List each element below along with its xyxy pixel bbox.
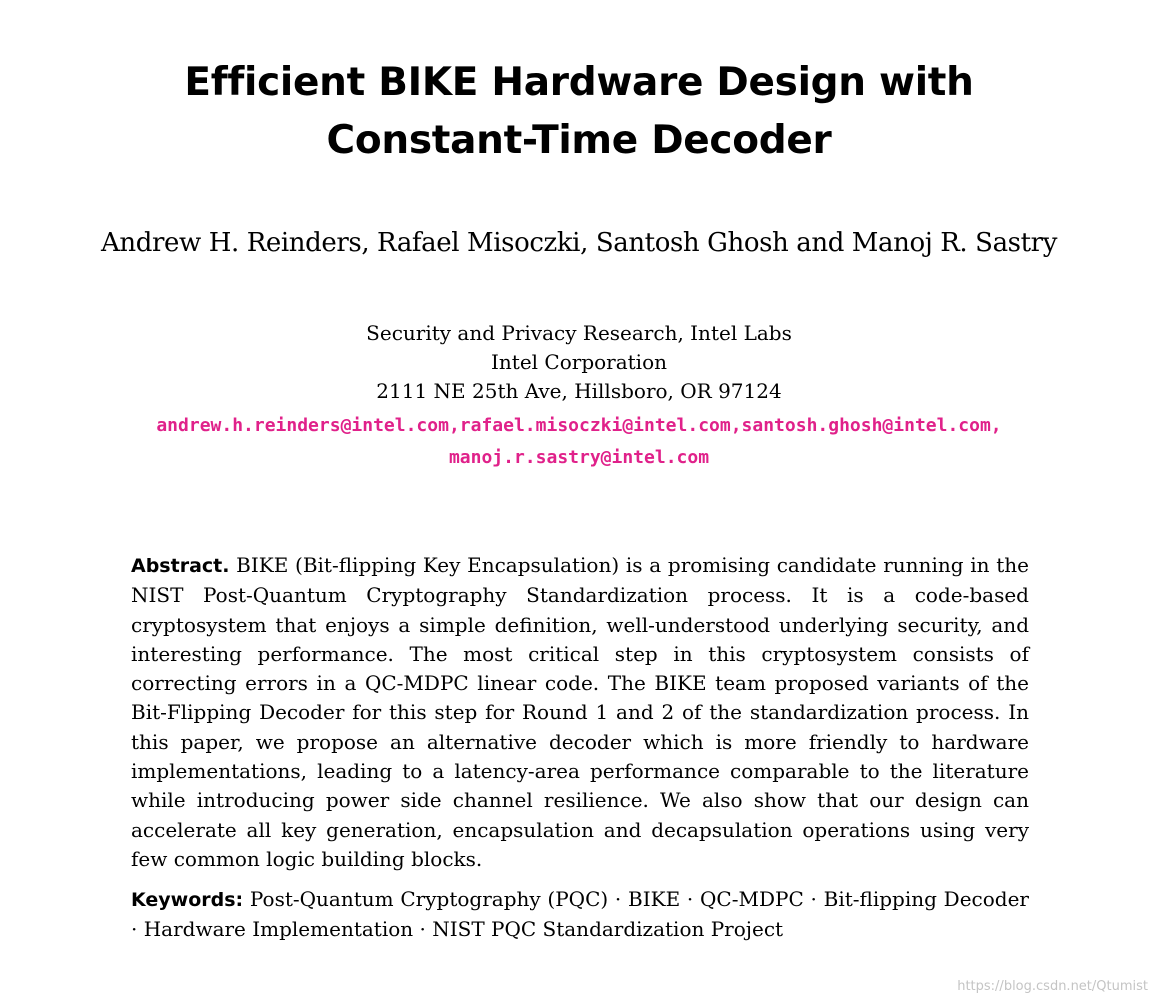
affiliation-lab: Security and Privacy Research, Intel Labs	[366, 321, 792, 345]
email-link-ghosh[interactable]: santosh.ghosh@intel.com,	[741, 415, 1002, 436]
email-line-2	[0, 442, 1158, 474]
abstract-label: Abstract.	[131, 555, 230, 577]
affiliation-company: Intel Corporation	[491, 350, 667, 374]
keywords-label: Keywords:	[131, 889, 244, 911]
email-link-reinders[interactable]: andrew.h.reinders@intel.com,	[156, 415, 460, 436]
email-link-misoczki[interactable]: rafael.misoczki@intel.com,	[459, 415, 742, 436]
keywords-paragraph	[131, 885, 1029, 945]
abstract-text: BIKE (Bit-flipping Key Encapsulation) is a promising candidate running in the NIST Post-Quantum Cryptography Standardization process. It is a code-based cryptosystem that enjoys a simple definition, well-understood underlying security, and interesting performance. The most critical step in this cryptosystem consists of correcting errors in a QC-MDPC linear code. The BIKE team proposed variants of the Bit-Flipping Decoder for this step for Round 1 and 2 of the standardization process. In this paper, we propose an alternative decoder which is more friendly to hardware implementations, leading to a latency-area performance comparable to the literature while introducing power side channel resilience. We also show that our design can accelerate all key generation, encapsulation and decapsulation operations using very few common logic building blocks.	[131, 553, 1029, 871]
keywords-text: Post-Quantum Cryptography (PQC) · BIKE · QC-MDPC · Bit-flipping Decoder · Hardware Implementation · NIST PQC Standardization Project	[131, 887, 1029, 942]
watermark-url: https://blog.csdn.net/Qtumist	[957, 979, 1148, 994]
affiliation-address: 2111 NE 25th Ave, Hillsboro, OR 97124	[376, 379, 782, 403]
title-line-1: Efficient BIKE Hardware Design with	[184, 60, 974, 105]
affiliation-block	[0, 319, 1158, 406]
email-line-1	[0, 410, 1158, 442]
email-block	[0, 410, 1158, 474]
paper-title	[0, 54, 1158, 170]
title-line-2: Constant-Time Decoder	[326, 118, 832, 163]
author-list: Andrew H. Reinders, Rafael Misoczki, Santosh Ghosh and Manoj R. Sastry	[101, 228, 1057, 258]
email-link-sastry[interactable]: manoj.r.sastry@intel.com	[448, 447, 710, 468]
abstract-paragraph	[131, 551, 1029, 874]
